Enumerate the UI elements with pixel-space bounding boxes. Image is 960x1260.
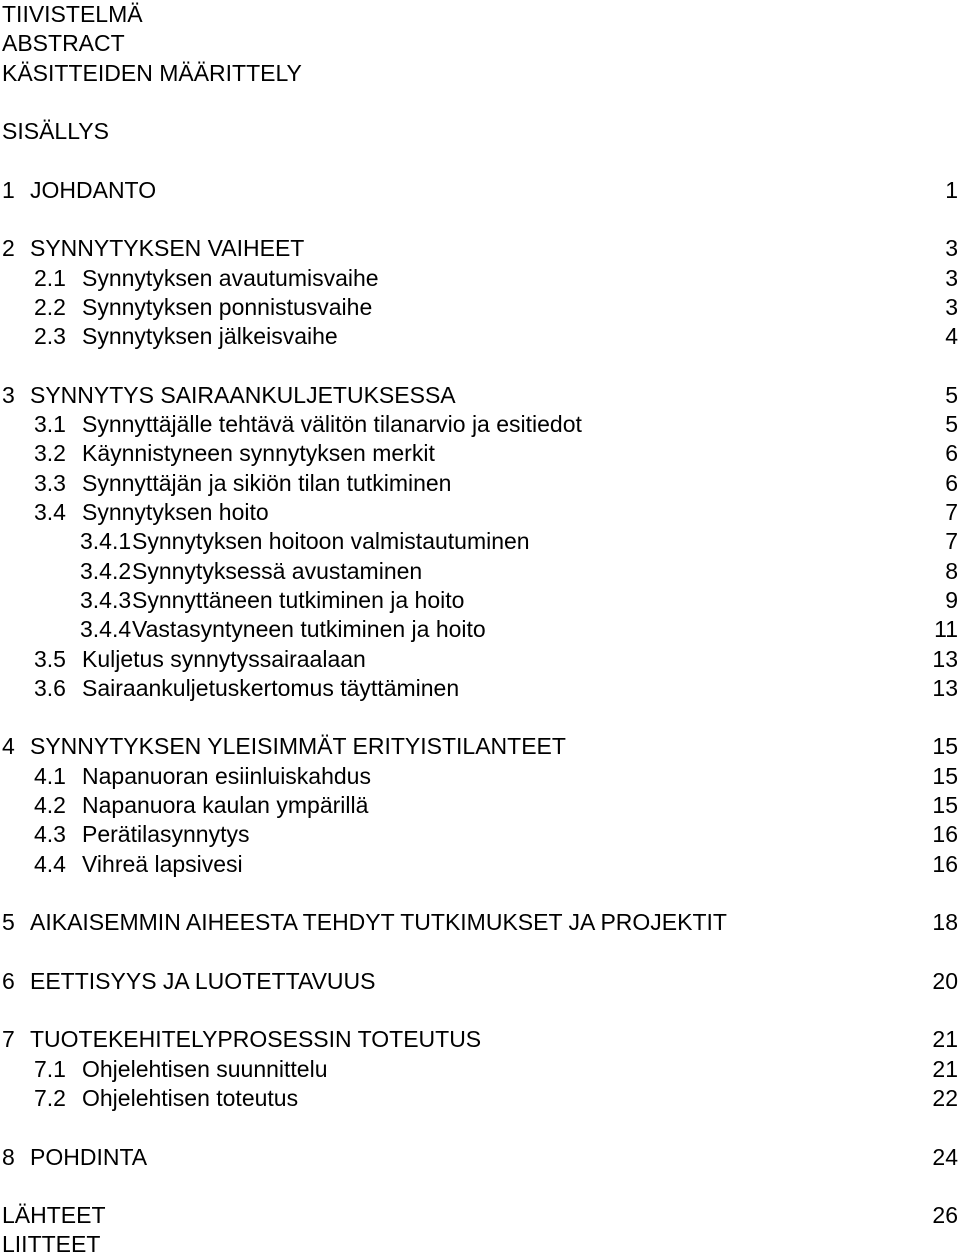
toc-entry-number: 3.3 bbox=[34, 469, 66, 496]
toc-entry[interactable] bbox=[2, 791, 960, 820]
toc-entry-title: Synnyttäjälle tehtävä välitön tilanarvio ja esitiedot bbox=[82, 411, 582, 438]
front-item-label: TIIVISTELMÄ bbox=[2, 1, 143, 27]
toc-entry-title: Synnytyksen avautumisvaihe bbox=[82, 264, 379, 291]
toc-entry-references[interactable] bbox=[2, 1201, 960, 1230]
toc-entry-number: 3.1 bbox=[34, 411, 66, 438]
toc-entry-number: 3 bbox=[2, 381, 15, 408]
spacer bbox=[2, 88, 960, 117]
toc-entry-number: 2 bbox=[2, 235, 15, 262]
spacer bbox=[2, 703, 960, 732]
toc-entry-page: 15 bbox=[932, 792, 958, 819]
toc-entry-number: 3.4 bbox=[34, 499, 66, 526]
toc-entry-title: Synnytyksen hoitoon valmistautuminen bbox=[132, 528, 530, 555]
toc-entry-number: 2.2 bbox=[34, 293, 66, 320]
toc-title bbox=[2, 117, 960, 146]
spacer bbox=[2, 146, 960, 175]
toc-entry-title: SYNNYTYS SAIRAANKULJETUKSESSA bbox=[30, 381, 456, 408]
toc-entry[interactable] bbox=[2, 674, 960, 703]
toc-entry-number: 3.2 bbox=[34, 440, 66, 467]
spacer bbox=[2, 1113, 960, 1142]
toc-entry-page: 21 bbox=[932, 1026, 958, 1053]
toc-entry-number: 7 bbox=[2, 1026, 15, 1053]
toc-entry-page: 24 bbox=[932, 1143, 958, 1170]
toc-entry-title: TUOTEKEHITELYPROSESSIN TOTEUTUS bbox=[30, 1026, 482, 1053]
toc-entry[interactable] bbox=[2, 1055, 960, 1084]
toc-entry-page: 5 bbox=[945, 411, 958, 438]
toc-entry-title: JOHDANTO bbox=[30, 176, 157, 203]
toc-entry-page: 26 bbox=[932, 1202, 958, 1229]
toc-entry[interactable] bbox=[2, 322, 960, 351]
toc-entry-page: 6 bbox=[945, 440, 958, 467]
toc-entry-page: 1 bbox=[945, 176, 958, 203]
toc-entry-number: 4.3 bbox=[34, 821, 66, 848]
toc-entry[interactable] bbox=[2, 732, 960, 761]
toc-entry-title: Synnyttäneen tutkiminen ja hoito bbox=[132, 586, 465, 613]
front-item-abstract-en bbox=[2, 29, 960, 58]
toc-entry-title: Synnytyksessä avustaminen bbox=[132, 557, 423, 584]
toc-entry-title: SYNNYTYKSEN YLEISIMMÄT ERITYISTILANTEET bbox=[30, 733, 566, 760]
spacer bbox=[2, 879, 960, 908]
toc-entry-number: 4 bbox=[2, 733, 15, 760]
toc-entry-title: Käynnistyneen synnytyksen merkit bbox=[82, 440, 435, 467]
toc-entry-page: 9 bbox=[945, 586, 958, 613]
toc-entry-number: 3.4.3 bbox=[80, 586, 132, 613]
toc-entry-title: Synnyttäjän ja sikiön tilan tutkiminen bbox=[82, 469, 452, 496]
toc-entry[interactable] bbox=[2, 1084, 960, 1113]
toc-entry[interactable] bbox=[2, 439, 960, 468]
toc-entry-number: 3.4.4 bbox=[80, 616, 132, 643]
toc-entry-title: Perätilasynnytys bbox=[82, 821, 250, 848]
toc-entry[interactable] bbox=[2, 469, 960, 498]
toc-entry-number: 8 bbox=[2, 1143, 15, 1170]
toc-entry-title: Vihreä lapsivesi bbox=[82, 850, 243, 877]
toc-entry[interactable] bbox=[2, 586, 960, 615]
toc-entry-number: 1 bbox=[2, 176, 15, 203]
toc-entry-title: SYNNYTYKSEN VAIHEET bbox=[30, 235, 305, 262]
toc-entry-number: 4.2 bbox=[34, 792, 66, 819]
toc-entry-title: Synnytyksen hoito bbox=[82, 499, 269, 526]
toc-entry[interactable] bbox=[2, 645, 960, 674]
toc-entry-page: 7 bbox=[945, 528, 958, 555]
toc-entry-number: 6 bbox=[2, 967, 15, 994]
toc-entry-title: Ohjelehtisen suunnittelu bbox=[82, 1055, 328, 1082]
toc-entry[interactable] bbox=[2, 908, 960, 937]
toc-entry-title: LIITTEET bbox=[2, 1231, 101, 1258]
toc-entry-number: 3.4.2 bbox=[80, 557, 132, 584]
toc-entry[interactable] bbox=[2, 850, 960, 879]
toc-entry-page: 21 bbox=[932, 1055, 958, 1082]
toc-entry-page: 3 bbox=[945, 293, 958, 320]
toc-entry-page: 16 bbox=[932, 821, 958, 848]
toc-entry-page: 3 bbox=[945, 235, 958, 262]
toc-title-text: SISÄLLYS bbox=[2, 118, 109, 145]
toc-entry-number: 5 bbox=[2, 909, 15, 936]
toc-entry-number: 3.5 bbox=[34, 645, 66, 672]
toc-entry-title: Kuljetus synnytyssairaalaan bbox=[82, 645, 366, 672]
toc-entry-title: Sairaankuljetuskertomus täyttäminen bbox=[82, 674, 460, 701]
toc-entry-title: AIKAISEMMIN AIHEESTA TEHDYT TUTKIMUKSET JA PROJEKTIT bbox=[30, 909, 727, 936]
toc-entry-page: 6 bbox=[945, 469, 958, 496]
toc-entry[interactable] bbox=[2, 820, 960, 849]
toc-entry-appendices[interactable] bbox=[2, 1230, 960, 1259]
toc-entry-page: 13 bbox=[932, 645, 958, 672]
toc-entry-page: 8 bbox=[945, 557, 958, 584]
toc-entry-page: 11 bbox=[934, 616, 958, 643]
toc-entry[interactable] bbox=[2, 615, 960, 644]
document-page bbox=[2, 0, 960, 1260]
toc-entry-title: Napanuora kaulan ympärillä bbox=[82, 792, 369, 819]
toc-entry-page: 20 bbox=[932, 967, 958, 994]
toc-entry-number: 4.4 bbox=[34, 850, 66, 877]
toc-entry-title: Synnytyksen jälkeisvaihe bbox=[82, 323, 338, 350]
toc-entry[interactable] bbox=[2, 527, 960, 556]
spacer bbox=[2, 205, 960, 234]
spacer bbox=[2, 996, 960, 1025]
toc-entry[interactable] bbox=[2, 264, 960, 293]
toc-entry-page: 15 bbox=[932, 762, 958, 789]
toc-entry-title: POHDINTA bbox=[30, 1143, 148, 1170]
front-item-definitions bbox=[2, 59, 960, 88]
toc-entry-title: Ohjelehtisen toteutus bbox=[82, 1084, 299, 1111]
spacer bbox=[2, 1172, 960, 1201]
toc-entry-number: 2.1 bbox=[34, 264, 66, 291]
front-item-label: ABSTRACT bbox=[2, 30, 125, 57]
toc-entry[interactable] bbox=[2, 293, 960, 322]
spacer bbox=[2, 352, 960, 381]
toc-entry[interactable] bbox=[2, 176, 960, 205]
toc-entry-title: Napanuoran esiinluiskahdus bbox=[82, 762, 371, 789]
toc-entry[interactable] bbox=[2, 1143, 960, 1172]
toc-entry-page: 13 bbox=[932, 674, 958, 701]
toc-entry-page: 5 bbox=[945, 381, 958, 408]
toc-entry-page: 22 bbox=[932, 1084, 958, 1111]
toc-entry[interactable] bbox=[2, 410, 960, 439]
toc-entry-number: 3.6 bbox=[34, 674, 66, 701]
spacer bbox=[2, 938, 960, 967]
toc-entry-page: 15 bbox=[932, 733, 958, 760]
toc-entry-number: 4.1 bbox=[34, 762, 66, 789]
toc-entry-title: Synnytyksen ponnistusvaihe bbox=[82, 293, 373, 320]
toc-entry[interactable] bbox=[2, 1025, 960, 1054]
toc-entry-page: 16 bbox=[932, 850, 958, 877]
toc-entry-title: Vastasyntyneen tutkiminen ja hoito bbox=[132, 616, 486, 643]
toc-entry[interactable] bbox=[2, 557, 960, 586]
front-item-label: KÄSITTEIDEN MÄÄRITTELY bbox=[2, 59, 302, 86]
toc-entry-number: 7.2 bbox=[34, 1084, 66, 1111]
toc-entry[interactable] bbox=[2, 762, 960, 791]
toc-entry-page: 4 bbox=[945, 323, 958, 350]
toc-entry-number: 2.3 bbox=[34, 323, 66, 350]
toc-entry-page: 3 bbox=[945, 264, 958, 291]
toc-entry-title: EETTISYYS JA LUOTETTAVUUS bbox=[30, 967, 376, 994]
toc-entry[interactable] bbox=[2, 967, 960, 996]
toc-entry-number: 3.4.1 bbox=[80, 528, 132, 555]
toc-entry-title: LÄHTEET bbox=[2, 1202, 106, 1229]
toc-entry-number: 7.1 bbox=[34, 1055, 66, 1082]
toc-entry-page: 7 bbox=[945, 499, 958, 526]
toc-entry[interactable] bbox=[2, 381, 960, 410]
toc-entry[interactable] bbox=[2, 498, 960, 527]
toc-entry-page: 18 bbox=[932, 909, 958, 936]
front-item-abstract-fi bbox=[2, 0, 960, 29]
toc-entry[interactable] bbox=[2, 234, 960, 263]
